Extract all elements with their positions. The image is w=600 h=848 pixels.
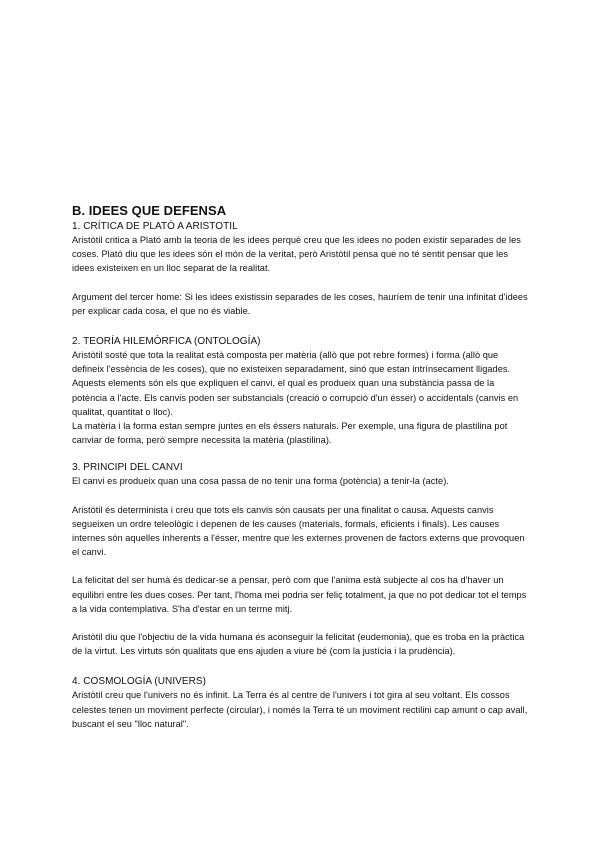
heading-teoria-hilemorfica: 2. TEORÍA HILEMÒRFICA (ONTOLOGÍA): [72, 336, 261, 348]
section-title: B. IDEES QUE DEFENSA: [72, 203, 227, 218]
heading-cosmologia: 4. COSMOLOGÍA (UNIVERS): [72, 676, 206, 688]
paragraph: Aristòtil és determinista i creu que tots els canvis són causats per una finalitat o causa. Aquests canvis segueixen un ordre teleològic i depenen de les causes (materials, formals, eficients i finals). Les causes internes són aquelles inherents a l'ésser, mentre que les externes provenen de factors externs que provoquen el canvi.: [72, 504, 525, 558]
heading-critica-plato: 1. CRÍTICA DE PLATÓ A ARISTOTIL: [72, 221, 238, 232]
paragraph: Argument del tercer home: Si les idees existissin separades de les coses, hauríem de tenir una infinitat d'idees per explicar cada cosa, el que no és viable.: [72, 291, 528, 316]
paragraph: Aristòtil diu que l'objectiu de la vida humana és aconseguir la felicitat (eudemonia), que es troba en la pràctica de la virtut. Les virtuts són qualitats que ens ajuden a viure bé (com la justícia i la prudència).: [72, 632, 525, 657]
heading-principi-canvi: 3. PRINCIPI DEL CANVI: [72, 462, 183, 474]
paragraph: La felicitat del ser humà és dedicar-se a pensar, però com que l'anima està subjecte al cos ha d'haver un equilibri entre les dues coses. Per tant, l'homa mei podria ser feliç totalment, ja que no pot dedicar tot el temps a la vida contemplativa. S'ha d'estar en un terme mitj.: [72, 575, 527, 614]
paragraph: Aristòtil sosté que tota la realitat està composta per matèria (allò que pot rebre formes) i forma (allò que defineix l'essència de les coses), que no existeixen separadament, sinó que estan intrínsecament lligades. Aquests elements són els que expliquen el canvi, el qual es produeix quan una substància passa de la potència a l'acte. Els canvis poden ser substancials (creació o corrupció d'un ésser) o accidentals (canvis en qualitat, quantitat o lloc).: [72, 350, 519, 417]
paragraph: Aristòtil creu que l'univers no és infinit. La Terra és al centre de l'univers i tot gira al seu voltant. Els cossos celestes tenen un moviment perfecte (circular), i només la Terra té un moviment rectilini cap amunt o cap avall, buscant el seu "lloc natural".: [72, 690, 528, 729]
paragraph: Aristòtil critica a Plató amb la teoria de les idees perquè creu que les idees no poden existir separades de les coses. Plató diu que les idees són el món de la veritat, però Aristòtil pensa que no té sentit pensar que les idees existeixen en un lloc separat de la realitat.: [72, 235, 521, 274]
paragraph: El canvi es produeix quan una cosa passa de no tenir una forma (potència) a tenir-la (acte).: [72, 476, 449, 487]
document-content: [72, 203, 532, 731]
paragraph: La matèria i la forma estan sempre juntes en els éssers naturals. Per exemple, una figura de plastilina pot canviar de forma, però sempre necessita la matèria (plastilina).: [72, 421, 508, 446]
